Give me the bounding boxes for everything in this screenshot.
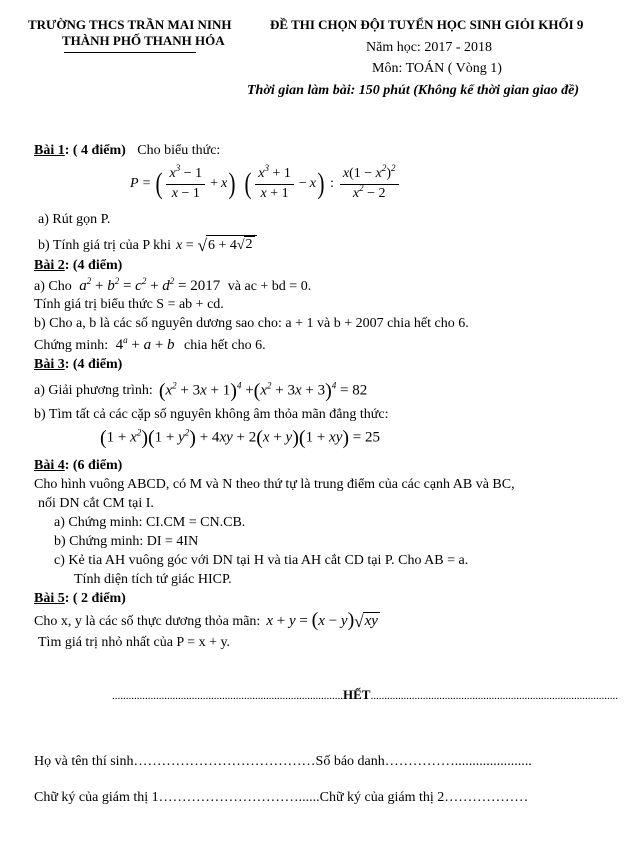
bai4-part-a: a) Chứng minh: CI.CM = CN.CB. — [54, 515, 246, 530]
bai2-points: : (4 điểm) — [64, 258, 123, 273]
bai4-part-c: c) Kẻ tia AH vuông góc với DN tại H và tia AH cắt CD tại P. Cho AB = a. — [54, 553, 469, 568]
end-marker — [112, 688, 618, 703]
bai3-part-a: a) Giải phương trình: $(x^2 + 3x + 1)^4 +(x^2 + 3x + 3)^4 = 82$ — [34, 380, 368, 402]
bai5-points: : ( 2 điểm) — [64, 591, 126, 606]
bai4-heading — [34, 458, 122, 474]
bai2-proof-label: Chứng minh: — [34, 338, 109, 353]
bai3-points: : (4 điểm) — [64, 357, 123, 372]
bai3-part-a-label: a) Giải phương trình: — [34, 382, 153, 398]
end-label: HẾT — [343, 687, 371, 702]
bai2-proof-tail: chia hết cho 6. — [184, 338, 266, 353]
bai4-points: : (6 điểm) — [64, 458, 123, 473]
bai4-part-c-line2: Tính diện tích tứ giác HICP. — [74, 572, 232, 587]
bai4-title: Bài 4 — [34, 458, 65, 473]
bai2-title: Bài 2 — [34, 258, 65, 273]
bai3-title: Bài 3 — [34, 357, 65, 372]
header-divider — [64, 52, 196, 53]
bai5-heading — [34, 591, 126, 607]
candidate-name-line: Họ và tên thí sinh…………………………………Số báo danh……………...................... — [34, 754, 532, 769]
school-name: TRƯỜNG THCS TRẦN MAI NINH — [28, 17, 232, 32]
bai2-part-a-label: a) Cho — [34, 279, 72, 294]
bai3-part-b-formula: $(1 + x^2)(1 + y^2) + 4xy + 2(x + y)(1 + xy) = 25$ — [100, 427, 380, 449]
bai1-title: Bài 1 — [34, 143, 65, 158]
time-limit: Thời gian làm bài: 150 phút (Không kể thời gian giao đề) — [247, 83, 580, 98]
bai4-part-b: b) Chứng minh: DI = 4IN — [54, 534, 199, 549]
supervisor-signature-line: Chữ ký của giám thị 1…………………………......Chữ ký của giám thị 2……………… — [34, 790, 529, 805]
bai5-title: Bài 5 — [34, 591, 65, 606]
bai1-part-a: a) Rút gọn P. — [38, 212, 111, 227]
bai5-line2: Tìm giá trị nhỏ nhất của P = x + y. — [38, 635, 231, 650]
bai4-line2: nối DN cắt CM tại I. — [38, 496, 154, 511]
bai1-heading — [34, 143, 220, 159]
sqrt-expression: √ 6 + 4 √ 2 — [198, 235, 257, 254]
bai5-line1-label: Cho x, y là các số thực dương thỏa mãn: — [34, 613, 261, 629]
bai3-part-b: b) Tìm tất cả các cặp số nguyên không âm thỏa mãn đẳng thức: — [34, 407, 389, 422]
school-year: Năm học: 2017 - 2018 — [366, 40, 492, 55]
bai2-part-a: a) Cho $a^2 + b^2 = c^2 + d^2 = 2017$ và ac + bd = 0. — [34, 276, 312, 294]
bai1-part-b-label: b) Tính giá trị của P khi — [38, 238, 171, 254]
bai2-part-a-tail: và ac + bd = 0. — [227, 279, 312, 294]
bai2-part-b: b) Cho a, b là các số nguyên dương sao cho: a + 1 và b + 2007 chia hết cho 6. — [34, 316, 469, 331]
bai1-part-b: b) Tính giá trị của P khi x = √ 6 + 4 √ 2 — [38, 235, 257, 254]
bai2-part-b-proof: Chứng minh: 4$^a$ + a + b chia hết cho 6. — [34, 335, 266, 353]
exam-title: ĐỀ THI CHỌN ĐỘI TUYỂN HỌC SINH GIỎI KHỐI 9 — [270, 17, 584, 32]
subject: Môn: TOÁN ( Vòng 1) — [372, 61, 502, 76]
bai1-formula: P = ( $\frac{x^3 - 1}{x - 1}$ + x ) ( $\frac{x^3 + 1}{x + 1}$ − x ) : $\frac{x(1 - x^2)^2}{x^2 - 2}$ — [130, 161, 401, 207]
bai3-heading — [34, 357, 122, 373]
bai1-intro: Cho biểu thức: — [137, 143, 221, 158]
bai5-line1: Cho x, y là các số thực dương thỏa mãn: x + y = ( x − y ) √ xy — [34, 609, 378, 631]
bai2-heading — [34, 258, 122, 274]
bai4-line1: Cho hình vuông ABCD, có M và N theo thứ tự là trung điểm của các cạnh AB và BC, — [34, 477, 515, 492]
city-name: THÀNH PHỐ THANH HÓA — [62, 33, 225, 48]
bai1-points: : ( 4 điểm) — [64, 143, 126, 158]
bai2-line2: Tính giá trị biểu thức S = ab + cd. — [34, 297, 224, 312]
end-dots-right: .......................................................................................... — [370, 690, 618, 702]
end-dots-left: .................................................................................... — [112, 690, 343, 702]
